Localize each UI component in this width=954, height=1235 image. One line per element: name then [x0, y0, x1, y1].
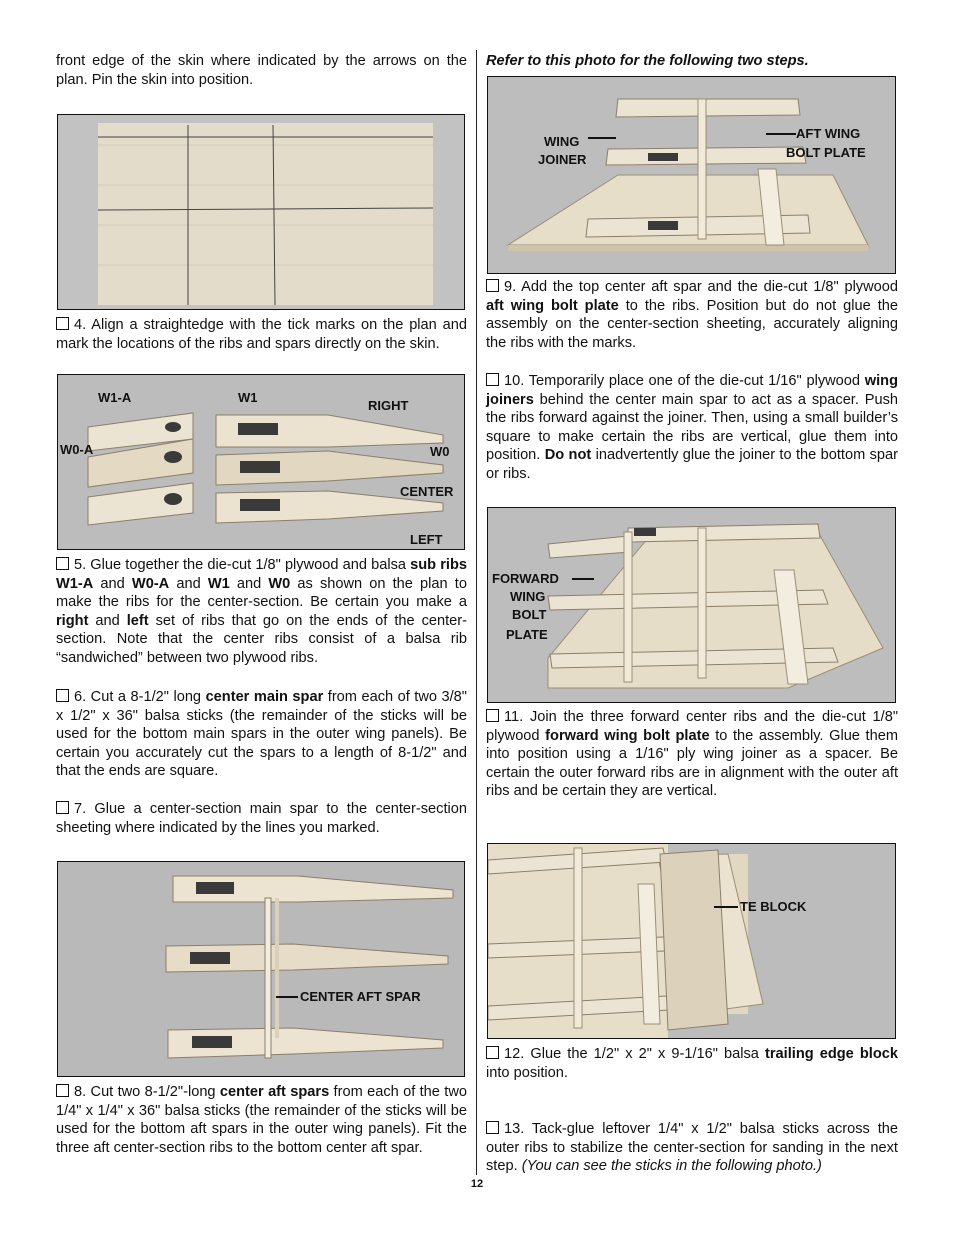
label-w0: W0	[430, 444, 450, 459]
step-5-text: 5. Glue together the die-cut 1/8" plywood and balsa	[74, 557, 411, 573]
step-5-bold: W0	[268, 575, 291, 592]
checkbox-step-10[interactable]	[486, 373, 499, 386]
label-wing: WING	[544, 134, 580, 149]
label-bolt-plate: BOLT PLATE	[786, 145, 866, 160]
step-6	[56, 688, 467, 781]
step-5-bold: W0-A	[131, 575, 170, 592]
label-right: RIGHT	[368, 398, 409, 413]
checkbox-step-5[interactable]	[56, 557, 69, 570]
label-aft-wing: AFT WING	[796, 126, 861, 141]
step-13-text: 13. Tack-glue leftover 1/4" x 1/2" balsa sticks across the outer ribs to stabilize the center-section for sanding in the next step.	[486, 1121, 898, 1175]
step-5-text: set of ribs that go on the ends of the center-section. Note that the center ribs consist of a balsa rib “sandwiched” between two plywood ribs.	[56, 612, 467, 666]
step-8-text: 8. Cut two 8-1/2"-long	[74, 1084, 220, 1100]
step-10-text: behind the center main spar to act as a spacer. Push the ribs forward against the joiner. Then, using a small builder’s square to make certain the ribs are vertical, glue them into position.	[486, 391, 898, 464]
label-w1: W1	[238, 390, 258, 405]
step-7	[56, 800, 467, 837]
checkbox-step-6[interactable]	[56, 689, 69, 702]
step-4	[56, 316, 467, 353]
page-number: 12	[470, 1178, 484, 1190]
step-4-text: 4. Align a straightedge with the tick marks on the plan and mark the locations of the ribs and spars directly on the skin.	[56, 317, 467, 352]
step-11-bold: forward wing bolt plate	[545, 727, 710, 744]
step-5-bold: W1	[207, 575, 230, 592]
checkbox-step-7[interactable]	[56, 801, 69, 814]
step-11-text: 11. Join the three forward center ribs and the die-cut 1/8" plywood	[486, 709, 898, 744]
leader-line	[766, 133, 796, 135]
step-10	[486, 372, 898, 484]
step-9-text: to the ribs. Position but do not glue the assembly on the center-section sheeting, accurately aligning the ribs with the marks.	[486, 297, 898, 351]
step-5-text: and	[88, 612, 127, 629]
step-9-bold: aft wing bolt plate	[486, 297, 619, 314]
label-w0a: W0-A	[60, 442, 94, 457]
photo-sub-ribs	[57, 374, 465, 550]
step-8-bold: center aft spars	[219, 1084, 330, 1100]
step-5-bold: sub ribs W1-A	[56, 557, 467, 592]
label-joiner: JOINER	[538, 152, 587, 167]
step-10-bold: Do not	[544, 447, 592, 464]
step-5	[56, 556, 467, 668]
refer-note: Refer to this photo for the following two steps.	[486, 53, 809, 69]
checkbox-step-4[interactable]	[56, 317, 69, 330]
step-12-bold: trailing edge block	[765, 1046, 899, 1062]
column-divider	[476, 50, 477, 1175]
step-11-text: to the assembly. Glue them into position using a 1/16" ply wing joiner as a spacer. Be certain the outer forward ribs are in alignment with the outer aft ribs and be certain they are vertical.	[486, 727, 898, 800]
step-7-text: 7. Glue a center-section main spar to the center-section sheeting where indicated by the lines you marked.	[56, 801, 467, 836]
checkbox-step-12[interactable]	[486, 1046, 499, 1059]
label-wing-2: WING	[510, 589, 546, 604]
leader-line	[714, 906, 738, 908]
leader-line	[572, 578, 594, 580]
checkbox-step-13[interactable]	[486, 1121, 499, 1134]
step-11	[486, 708, 898, 801]
intro-text: front edge of the skin where indicated by the arrows on the plan. Pin the skin into position.	[56, 53, 467, 88]
checkbox-step-9[interactable]	[486, 279, 499, 292]
photo-center-aft-spar	[57, 861, 465, 1077]
step-9-text: 9. Add the top center aft spar and the die-cut 1/8" plywood	[504, 279, 898, 295]
left-column	[56, 52, 467, 89]
leader-line	[588, 137, 616, 139]
step-8-text: from each of the two 1/4" x 1/4" x 36" balsa sticks (the remainder of the sticks will be used for the bottom aft spars in the outer wing panels). Fit the three aft center-section ribs to the bottom center aft spar.	[56, 1084, 467, 1156]
step-6-bold: center main spar	[205, 689, 324, 705]
step-9	[486, 278, 898, 352]
step-8	[56, 1083, 467, 1157]
step-5-bold: left	[126, 612, 149, 629]
step-5-text: as shown on the plan to make the ribs for the center-section. Be certain you make a	[56, 575, 467, 611]
step-10-text: 10. Temporarily place one of the die-cut 1/16" plywood	[504, 373, 865, 389]
step-12-text: into position.	[486, 1064, 568, 1081]
label-plate: PLATE	[506, 627, 548, 642]
label-center: CENTER	[400, 484, 454, 499]
photo-balsa-skin	[57, 114, 465, 310]
step-6-text: from each of two 3/8" x 1/2" x 36" balsa sticks (the remainder of the sticks will be used for the bottom main spars in the outer wing panels). Be certain you accurately cut the spars to a length of 8-1/2" and that the ends are square.	[56, 689, 467, 780]
step-5-text: and	[169, 575, 208, 592]
label-center-aft-spar: CENTER AFT SPAR	[300, 989, 421, 1004]
step-13-italic: (You can see the sticks in the following photo.)	[521, 1158, 822, 1175]
step-10-text: inadvertently glue the joiner to the bottom spar or ribs.	[486, 447, 898, 482]
photo-aft-bolt-plate	[487, 76, 896, 274]
step-13	[486, 1120, 898, 1176]
leader-line	[276, 996, 298, 998]
checkbox-step-8[interactable]	[56, 1084, 69, 1097]
step-6-text: 6. Cut a 8-1/2" long	[74, 689, 206, 705]
step-5-text: and	[229, 575, 269, 592]
label-bolt: BOLT	[512, 607, 547, 622]
label-forward: FORWARD	[492, 571, 559, 586]
step-12	[486, 1045, 898, 1082]
label-left: LEFT	[410, 532, 443, 547]
step-5-bold: right	[56, 612, 89, 629]
label-te-block: TE BLOCK	[740, 899, 807, 914]
step-10-bold: wing joiners	[486, 373, 898, 408]
checkbox-step-11[interactable]	[486, 709, 499, 722]
step-12-text: 12. Glue the 1/2" x 2" x 9-1/16" balsa	[504, 1046, 765, 1062]
photo-te-block	[487, 843, 896, 1039]
step-5-text: and	[93, 575, 132, 592]
photo-forward-bolt-plate	[487, 507, 896, 703]
label-w1a: W1-A	[98, 390, 132, 405]
right-column	[486, 52, 898, 71]
